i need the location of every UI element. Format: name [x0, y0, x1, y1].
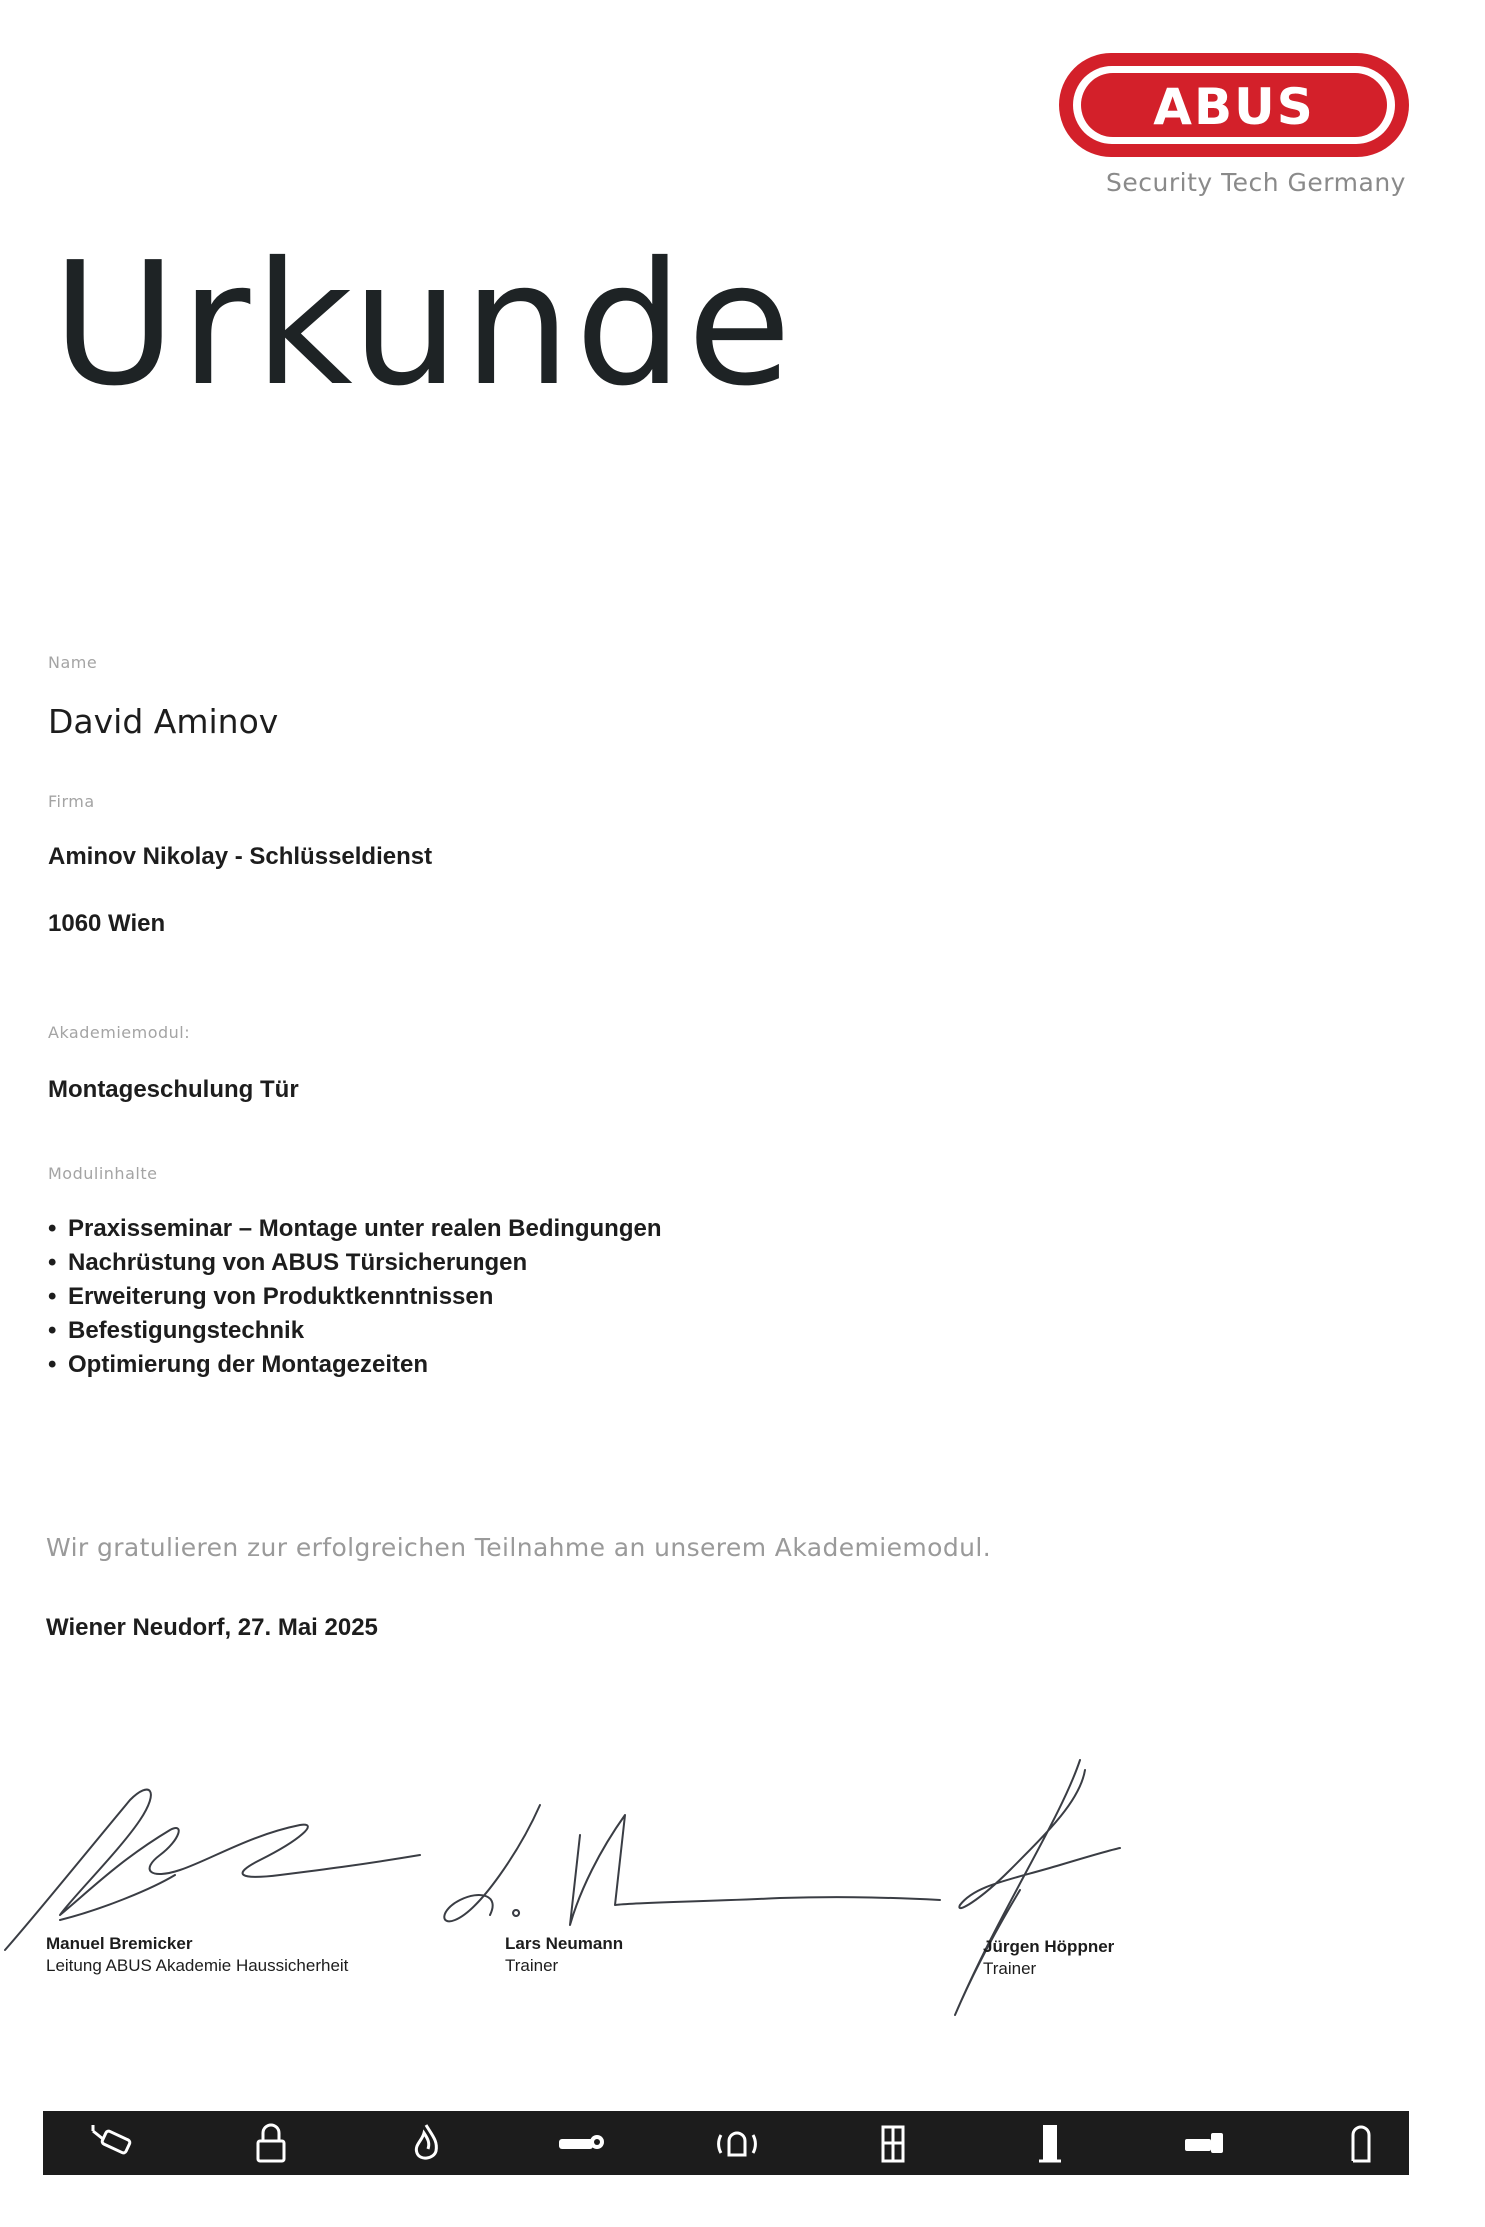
abus-logo: [1056, 50, 1412, 197]
contents-label: Modulinhalte: [48, 1164, 158, 1183]
list-item: • Optimierung der Montagezeiten: [48, 1351, 429, 1378]
signer-name: Manuel Bremicker: [46, 1934, 193, 1953]
signer-role: Leitung ABUS Akademie Haussicherheit: [46, 1956, 349, 1975]
smart-lock-icon: [1177, 2121, 1233, 2165]
signer-bremicker: [46, 1934, 348, 1976]
signature-bremicker: [5, 1790, 420, 1950]
company-value: Aminov Nikolay - Schlüsseldienst: [48, 843, 433, 870]
signer-name: Jürgen Höppner: [983, 1937, 1115, 1956]
list-item: • Erweiterung von Produktkenntnissen: [48, 1283, 494, 1310]
camera-icon: [85, 2121, 141, 2165]
company-city: 1060 Wien: [48, 910, 166, 937]
signatures-drawing: [0, 1740, 1200, 2040]
signer-hoeppner: [983, 1937, 1114, 1979]
congratulation-text: Wir gratulieren zur erfolgreichen Teilnahme an unserem Akademiemodul.: [46, 1533, 992, 1562]
u-lock-icon: [1333, 2121, 1389, 2165]
alarm-siren-icon: [709, 2121, 765, 2165]
abus-logo-mark: [1056, 50, 1412, 162]
signer-role: Trainer: [983, 1959, 1037, 1978]
fire-icon: [398, 2121, 454, 2165]
signature-bremicker-flourish: [60, 1875, 175, 1920]
list-item: • Befestigungstechnik: [48, 1317, 305, 1344]
name-value: David Aminov: [48, 702, 279, 741]
list-item: • Praxisseminar – Montage unter realen Bedingungen: [48, 1215, 662, 1242]
window-lock-icon: [865, 2121, 921, 2165]
name-label: Name: [48, 653, 98, 672]
svg-text:ABUS: ABUS: [1153, 78, 1315, 136]
module-contents-list: [48, 1212, 661, 1382]
module-label: Akademiemodul:: [48, 1023, 191, 1042]
padlock-icon: [243, 2121, 299, 2165]
signer-role: Trainer: [505, 1956, 559, 1975]
signature-neumann-dot: [513, 1910, 519, 1916]
page-title: Urkunde: [52, 226, 796, 424]
company-label: Firma: [48, 792, 95, 811]
signer-name: Lars Neumann: [505, 1934, 624, 1953]
signer-neumann: [505, 1934, 623, 1976]
door-icon: [1021, 2121, 1077, 2165]
place-date: Wiener Neudorf, 27. Mai 2025: [46, 1614, 378, 1641]
module-value: Montageschulung Tür: [48, 1076, 299, 1103]
key-cylinder-icon: [553, 2121, 609, 2165]
footer-icon-bar: [43, 2111, 1409, 2175]
logo-tagline: Security Tech Germany: [1106, 168, 1406, 197]
list-item: • Nachrüstung von ABUS Türsicherungen: [48, 1249, 528, 1276]
signature-neumann: [444, 1805, 940, 1925]
